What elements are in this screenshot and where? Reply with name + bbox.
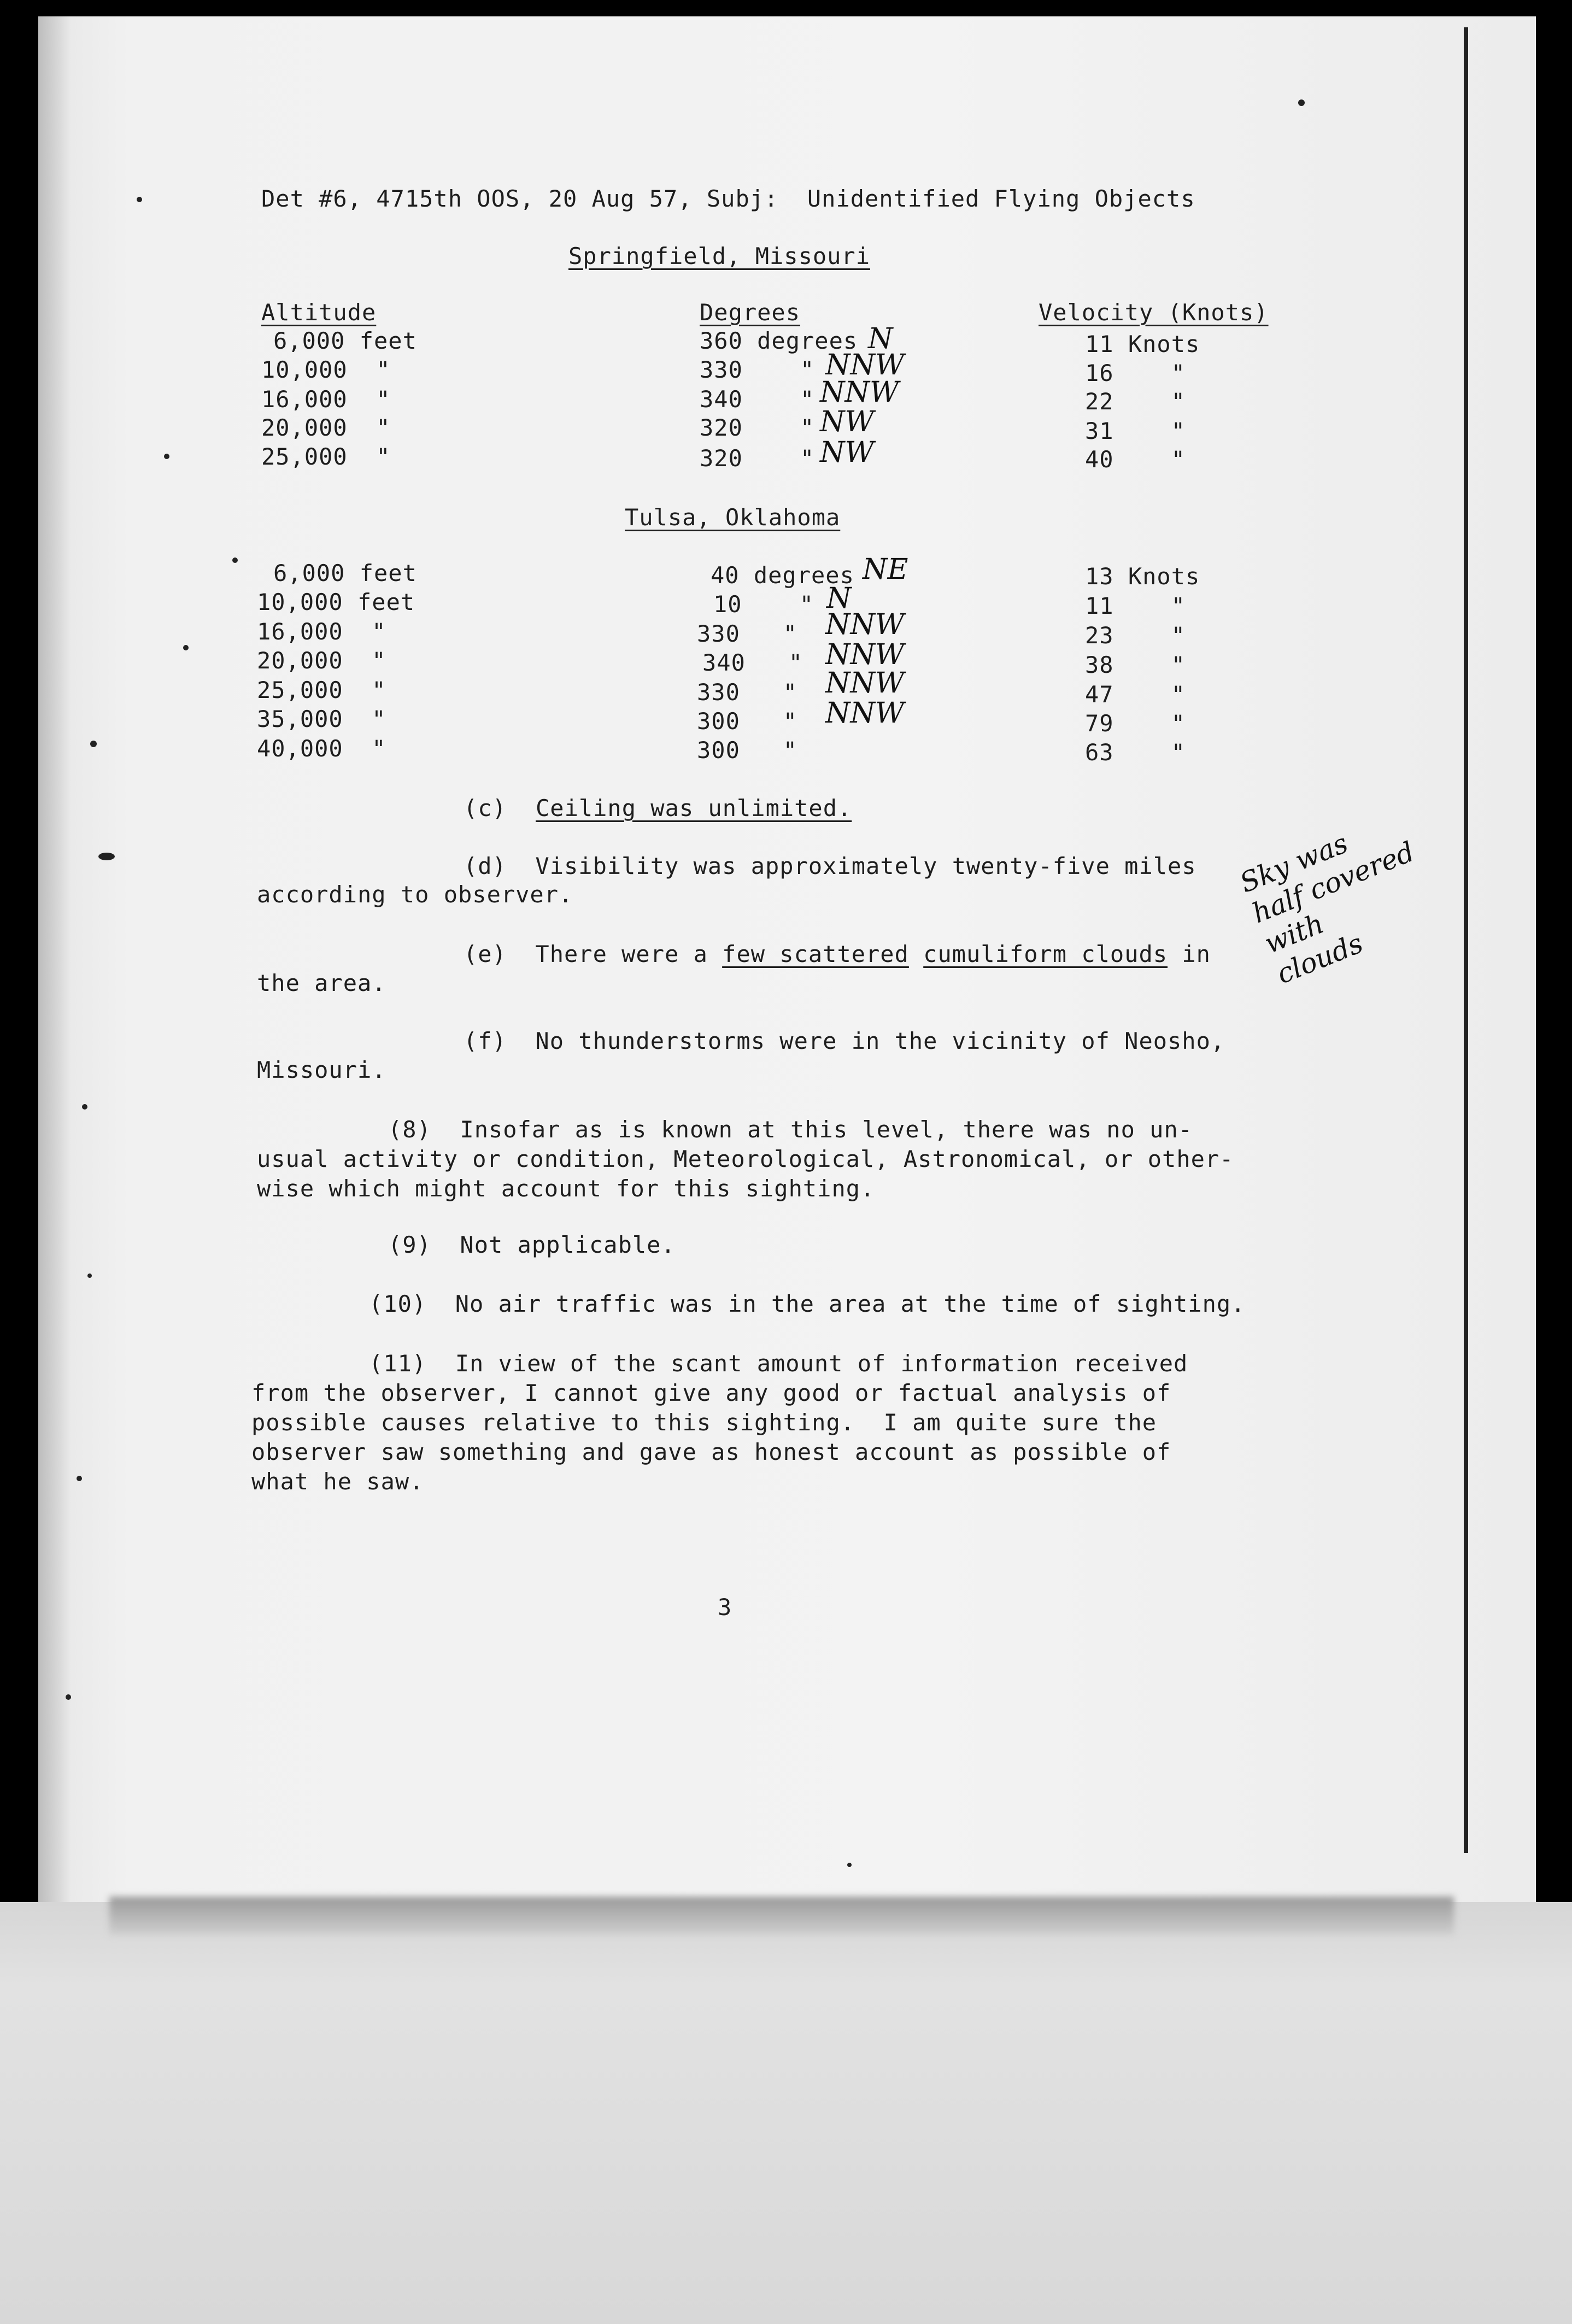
background-sheet: [0, 1902, 1572, 2324]
table-row-degrees: 330 ": [697, 679, 798, 706]
handwritten-direction: NNW: [825, 667, 905, 700]
table-row-velocity: 13 Knots: [1085, 563, 1200, 590]
table-row-velocity: 22 ": [1085, 388, 1186, 415]
scan-speck: [98, 853, 115, 860]
table-row-degrees: 330 ": [697, 620, 798, 647]
col-degrees: Degrees: [700, 299, 801, 326]
table-row-degrees: 300 ": [697, 708, 798, 735]
scan-speck: [87, 1273, 92, 1278]
table-row-altitude: 20,000 ": [257, 647, 386, 674]
scan-speck: [232, 557, 238, 563]
handwritten-direction: NNW: [825, 349, 905, 382]
table-row-altitude: 20,000 ": [261, 414, 391, 441]
table-row-degrees: 40 degrees: [711, 562, 854, 589]
scan-speck: [847, 1863, 852, 1867]
table-row-altitude: 16,000 ": [257, 618, 386, 645]
scan-speck: [77, 1476, 82, 1481]
table-row-altitude: 25,000 ": [257, 677, 386, 703]
scan-speck: [1298, 99, 1305, 106]
table-row-velocity: 38 ": [1085, 652, 1186, 678]
scan-speck: [183, 645, 189, 650]
table-row-altitude: 40,000 ": [257, 735, 386, 762]
para-f-line1: (f) No thunderstorms were in the vicinity of Neosho,: [464, 1028, 1225, 1054]
para-e-line1: (e) There were a few scattered cumuliform clouds in: [464, 941, 1211, 967]
col-velocity: Velocity (Knots): [1039, 299, 1269, 326]
scan-speck: [66, 1694, 71, 1700]
scan-speck: [82, 1104, 87, 1110]
handwritten-direction: NNW: [825, 638, 905, 671]
para-10: (10) No air traffic was in the area at the time of sighting.: [369, 1290, 1246, 1317]
table-row-velocity: 31 ": [1085, 418, 1186, 444]
para-c-text: Ceiling was unlimited.: [536, 795, 852, 821]
table-row-altitude: 16,000 ": [261, 386, 391, 413]
handwritten-direction: NNW: [825, 608, 905, 641]
table-row-degrees: 360 degrees: [700, 327, 858, 354]
table-row-altitude: 10,000 ": [261, 356, 391, 383]
para-d-line1: (d) Visibility was approximately twenty-five miles: [464, 853, 1196, 879]
table-row-altitude: 6,000 feet: [273, 560, 417, 586]
table-row-degrees: 300 ": [697, 737, 798, 764]
page-number: 3: [718, 1594, 732, 1621]
handwritten-margin-note: Sky was half covered with clouds: [1235, 827, 1419, 990]
handwritten-direction: N: [868, 322, 893, 355]
table-row-degrees: 330 ": [700, 356, 815, 383]
scan-speck: [137, 197, 142, 202]
scan-speck: [90, 741, 97, 747]
table-row-altitude: 35,000 ": [257, 706, 386, 732]
table-row-degrees: 10 ": [713, 591, 814, 618]
para-11: (11) In view of the scant amount of information received from the observer, I cannot give any good or factual analysis of possible causes relative to this sighting. I am quite sure the observer saw something and gave as honest account as possible of what he saw.: [251, 1350, 1188, 1495]
table-row-velocity: 63 ": [1085, 739, 1186, 766]
page-border-line: [1464, 27, 1468, 1853]
table-row-velocity: 79 ": [1085, 710, 1186, 737]
page-edge-shadow: [38, 16, 71, 1913]
table-row-velocity: 47 ": [1085, 681, 1186, 708]
table-row-degrees: 340 ": [702, 649, 803, 676]
scan-speck: [164, 454, 169, 459]
handwritten-direction: NW: [820, 406, 874, 438]
col-altitude: Altitude: [261, 299, 377, 326]
table-row-altitude: 6,000 feet: [273, 327, 417, 354]
table-row-altitude: 25,000 ": [261, 443, 391, 470]
para-9: (9) Not applicable.: [388, 1231, 676, 1258]
handwritten-direction: NNW: [825, 697, 905, 730]
table-row-velocity: 16 ": [1085, 360, 1186, 386]
para-e-line2: the area.: [257, 970, 386, 996]
table-row-velocity: 23 ": [1085, 622, 1186, 649]
table-row-altitude: 10,000 feet: [257, 589, 415, 615]
para-f-line2: Missouri.: [257, 1057, 386, 1083]
table-row-degrees: 320 ": [700, 445, 815, 472]
page-bottom-shadow: [109, 1897, 1454, 1935]
handwritten-direction: NNW: [820, 376, 899, 409]
table-row-degrees: 340 ": [700, 386, 815, 413]
para-d-line2: according to observer.: [257, 881, 573, 908]
table-row-velocity: 40 ": [1085, 446, 1186, 473]
handwritten-direction: NW: [820, 436, 874, 469]
para-8: (8) Insofar as is known at this level, there was no un- usual activity or condition, Meteorological, Astronomical, or other- wise which might account for this sighting.: [257, 1116, 1234, 1202]
springfield-title: Springfield, Missouri: [568, 243, 871, 269]
handwritten-direction: NE: [863, 553, 908, 586]
tulsa-title: Tulsa, Oklahoma: [625, 504, 841, 531]
para-c-label: (c): [464, 795, 507, 821]
document-header: Det #6, 4715th OOS, 20 Aug 57, Subj: Unidentified Flying Objects: [261, 185, 1195, 212]
table-row-degrees: 320 ": [700, 414, 815, 441]
handwritten-direction: N: [826, 582, 852, 615]
table-row-velocity: 11 Knots: [1085, 331, 1200, 357]
table-row-velocity: 11 ": [1085, 592, 1186, 619]
